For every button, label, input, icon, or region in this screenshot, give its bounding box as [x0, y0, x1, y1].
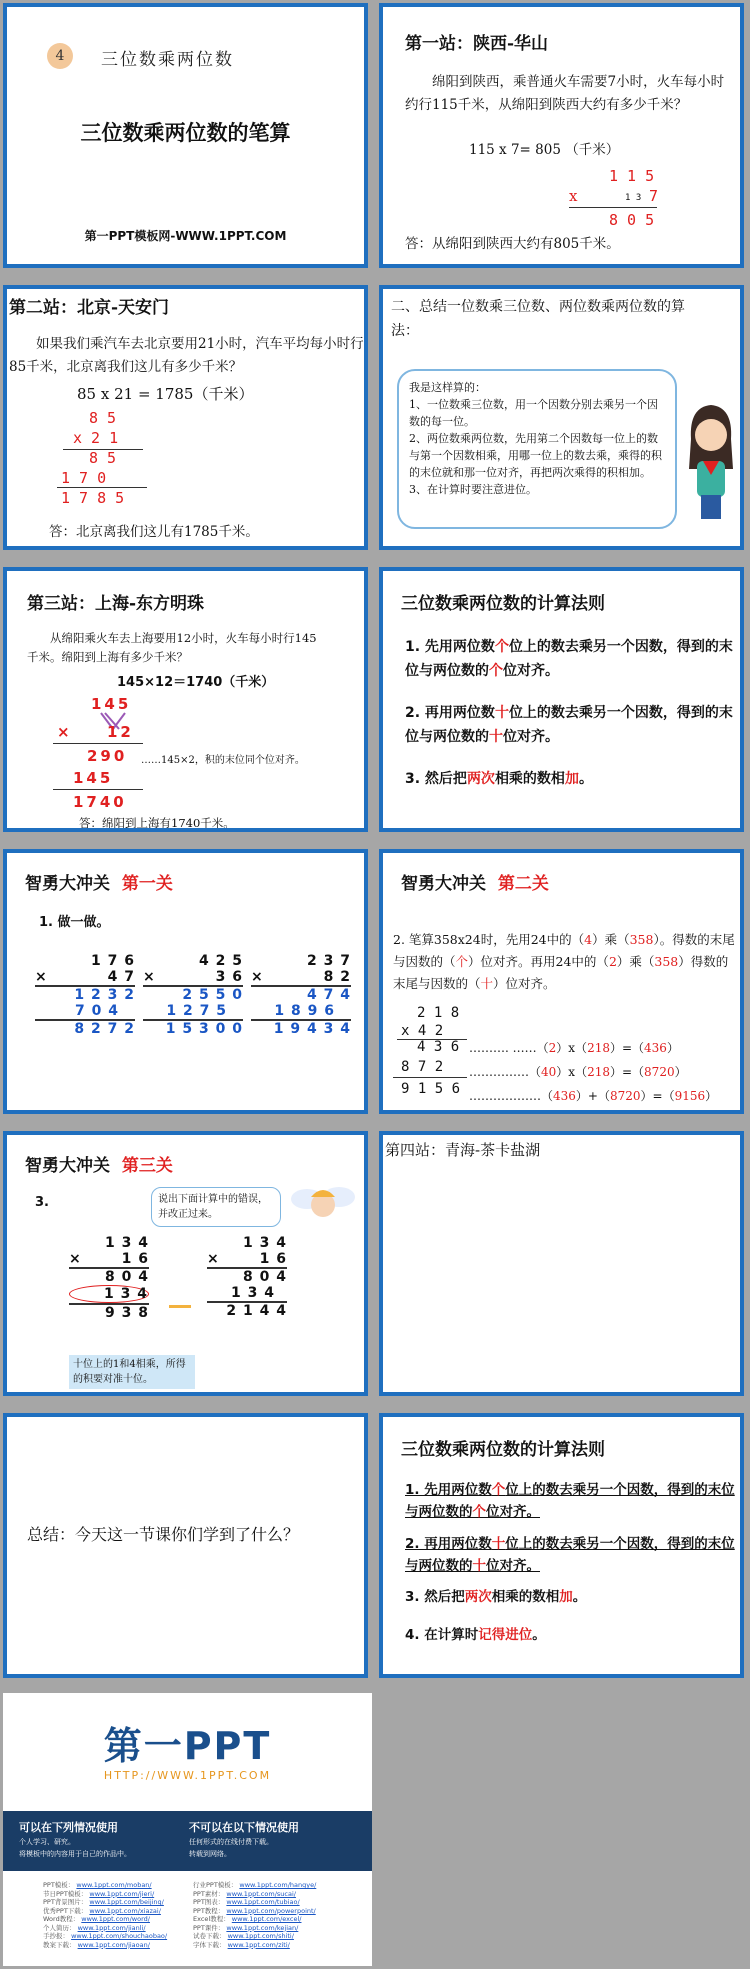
multiplier: 8 2	[323, 969, 351, 985]
calc-row: 1740	[73, 793, 127, 811]
rule-highlight: 两次	[464, 1589, 492, 1605]
q-answer: 十	[480, 976, 494, 991]
link-row	[193, 1924, 316, 1933]
calc-row: 12	[107, 723, 134, 741]
brand-url: HTTP://WWW.1PPT.COM	[103, 1769, 272, 1782]
explain-text: ）=（	[609, 1041, 645, 1055]
calc-row: 2 3 7	[307, 953, 351, 969]
times-sign: ×	[35, 969, 48, 985]
q-text: ）位对齐。	[493, 976, 556, 991]
calc-row: 1 2 3 2	[74, 987, 135, 1003]
explain-answer: 8720	[609, 1089, 641, 1103]
error-note: 十位上的1和4相乘，所得的积要对准十位。	[69, 1355, 195, 1389]
rule-highlight: 十	[489, 729, 503, 745]
link-row	[193, 1907, 316, 1916]
rule-highlight: 个	[491, 1482, 506, 1498]
calc-row: 8 0 5	[609, 211, 655, 229]
rule-text: 3. 然后把	[405, 1589, 465, 1605]
link-url[interactable]: www.1ppt.com/kejian/	[226, 1923, 299, 1932]
rule-highlight: 加	[564, 771, 579, 787]
error-row: 1 3 4	[69, 1285, 149, 1303]
calc-row: x	[569, 187, 578, 205]
calc-row: 1 2 7 5	[166, 1003, 227, 1019]
rule-text: 位对齐。	[486, 1504, 540, 1520]
bubble-line: 我是这样算的：	[409, 381, 486, 394]
link-row	[43, 1932, 167, 1941]
link-label: PPT图表：	[193, 1898, 225, 1906]
link-label: Excel教程：	[193, 1915, 230, 1923]
explain-answer: 2	[548, 1041, 557, 1055]
calc-row: ×	[57, 723, 70, 741]
calc-row: 1 1 5	[609, 167, 655, 185]
rule-4	[405, 1623, 735, 1647]
explain-answer: 436	[553, 1089, 576, 1103]
calc-row: 8 2 7 2	[74, 1021, 135, 1037]
calc-row: 8 0 4	[105, 1269, 149, 1285]
q-text: 2. 笔算358x24时，先用24中的（	[393, 932, 585, 947]
rule-highlight: 个	[472, 1504, 486, 1520]
link-label: Word教程：	[43, 1915, 80, 1923]
angel-illustration	[287, 1179, 357, 1229]
slide-station1	[379, 3, 744, 268]
link-label: 试卷下载：	[193, 1932, 226, 1940]
link-url[interactable]: www.1ppt.com/shouchaobao/	[71, 1932, 168, 1940]
calc-row: 1 9 4 3 4	[273, 1021, 351, 1037]
link-url[interactable]: www.1ppt.com/shiti/	[227, 1932, 294, 1940]
problem-3	[251, 953, 351, 1037]
q-text: ）位对齐。再用24中的（	[468, 954, 609, 969]
rule-text: 2. 再用两位数	[405, 1536, 492, 1552]
link-list-left	[43, 1881, 167, 1949]
problem-text: 如果我们乘汽车去北京要用21小时，汽车平均每小时行85千米，北京离我们这儿有多少千米？	[9, 336, 364, 375]
rule-text: 位上的数去乘另一个因数，得到的末位与两位数的	[405, 639, 733, 679]
slide-summary-method	[379, 285, 744, 550]
explain-text: ）+（	[575, 1089, 610, 1103]
calc-row: 145	[91, 695, 132, 713]
rule-text: 相乘的数相	[491, 1589, 560, 1605]
link-url[interactable]: www.1ppt.com/sucai/	[226, 1889, 296, 1898]
calc-row: 4 3 6	[417, 1039, 460, 1055]
link-url[interactable]: www.1ppt.com/jianli/	[77, 1923, 146, 1932]
calc-row: 1 3 4	[243, 1235, 287, 1251]
link-label: PPT课件：	[193, 1923, 225, 1932]
explain-row	[469, 1063, 687, 1080]
link-url[interactable]: www.1ppt.com/powerpoint/	[226, 1906, 316, 1915]
answer-text: 答：北京离我们这儿有1785千米。	[49, 524, 259, 540]
rule-text: 。	[572, 1589, 587, 1605]
calc-row: 1 7 6	[91, 953, 135, 969]
q-text: ）得数的末尾与因数的（	[393, 954, 729, 991]
link-row	[43, 1890, 167, 1899]
unit-title: 三位数乘两位数	[101, 50, 234, 70]
calc-line	[393, 1077, 467, 1078]
calc-row: x 4 2	[401, 1023, 444, 1039]
slide-heading: 第二站：北京-天安门	[9, 298, 170, 318]
slide-heading	[25, 869, 173, 894]
calc-row: 8 5	[89, 409, 117, 427]
link-label: 手抄报：	[43, 1932, 69, 1940]
slide-heading: 第一站：陕西-华山	[405, 34, 549, 54]
heading-level: 第三关	[121, 1156, 173, 1176]
explain-text: ………. ……（	[469, 1041, 549, 1055]
calc-row	[35, 969, 135, 985]
rule-2	[405, 701, 735, 749]
heading-text: 智勇大冲关	[401, 874, 486, 894]
link-label: PPT教程：	[193, 1906, 225, 1915]
calc-row: 290	[87, 747, 128, 765]
cannot-use-title: 不可以在以下情况使用	[189, 1821, 299, 1834]
calc-row: 8 5	[89, 449, 117, 467]
unit-badge: 4	[47, 43, 73, 69]
slide-station4	[379, 1131, 744, 1396]
rule-text: 。	[532, 1627, 546, 1643]
calc-row: 4 7 4	[307, 987, 351, 1003]
slide-heading: 三位数乘两位数的计算法则	[401, 594, 605, 614]
rule-text: 位上的数去乘另一个因数，得到的末位与两位数的	[405, 705, 733, 745]
link-label: PPT背景图片：	[43, 1898, 88, 1906]
slide-heading: 第三站：上海-东方明珠	[27, 594, 205, 614]
slide-footer: 第一PPT模板网-WWW.1PPT.COM	[84, 229, 287, 243]
rule-highlight: 十	[491, 1536, 506, 1552]
slide-heading: 二、总结一位数乘三位数、两位数乘两位数的算法：	[391, 299, 685, 339]
calc-row	[251, 969, 351, 985]
slide-station3	[3, 567, 368, 832]
rule-3	[405, 767, 735, 791]
link-row	[43, 1881, 167, 1890]
multiplier: 3 6	[215, 969, 243, 985]
explain-answer: 436	[644, 1041, 667, 1055]
calc-line	[57, 487, 147, 488]
cannot-use-item: 任何形式的在线付费下载。	[189, 1838, 273, 1846]
calc-row	[143, 969, 243, 985]
link-url[interactable]: www.1ppt.com/ziti/	[227, 1940, 290, 1949]
link-url[interactable]: www.1ppt.com/moban/	[76, 1881, 152, 1889]
slide-brand	[3, 1693, 372, 1966]
rule-text: 2. 再用两位数	[405, 705, 495, 721]
link-url[interactable]: www.1ppt.com/word/	[81, 1915, 150, 1923]
explain-text: ）	[666, 1041, 679, 1055]
explain-text: ）	[705, 1089, 718, 1103]
calc-row: 1 5 3 0 0	[165, 1021, 243, 1037]
times-sign: ×	[251, 969, 264, 985]
calc-row: 145	[73, 769, 114, 787]
link-label: PPT模板：	[43, 1881, 75, 1889]
link-url[interactable]: www.1ppt.com/xiazai/	[89, 1906, 161, 1915]
link-label: 优秀PPT下载：	[43, 1906, 88, 1915]
slide-rules	[379, 567, 744, 832]
calc-row: 7	[649, 187, 659, 205]
review-question: 总结：今天这一节课你们学到了什么？	[27, 1525, 300, 1544]
calc-row: 1 8 9 6	[274, 1003, 335, 1019]
link-row	[43, 1898, 167, 1907]
link-label: 节日PPT模板：	[43, 1889, 88, 1898]
task-label: 1. 做一做。	[39, 915, 110, 930]
wrong-calc	[69, 1235, 149, 1321]
slide-heading	[25, 1151, 173, 1176]
answer-text: 答：从绵阳到陕西大约有805千米。	[405, 236, 620, 252]
rule-1	[405, 635, 735, 683]
rule-text: 相乘的数相	[494, 771, 565, 787]
usage-panel	[3, 1811, 372, 1871]
heading-level: 第一关	[121, 874, 173, 894]
rule-text: 位上的数去乘另一个因数，得到的末位与两位数的	[405, 1536, 735, 1574]
link-label: PPT素材：	[193, 1889, 225, 1898]
calc-row	[69, 1251, 149, 1267]
multiplier: 1 6	[259, 1251, 287, 1267]
can-use-item: 将模板中的内容用于自己的作品中。	[19, 1850, 131, 1858]
link-label: 个人简历：	[43, 1923, 76, 1932]
q-text: ）。得数的末尾与因数的（	[393, 932, 735, 969]
rule-highlight: 个	[489, 663, 503, 679]
slide-heading: 第四站：青海-茶卡盐湖	[385, 1141, 541, 1159]
calc-row: 9 1 5 6	[401, 1081, 461, 1097]
calc-row: 2 1 4 4	[226, 1303, 287, 1319]
calc-line	[53, 743, 143, 744]
link-row	[193, 1898, 316, 1907]
link-label: 教案下载：	[43, 1940, 76, 1949]
slide-review	[3, 1413, 368, 1678]
calc-row: 8 0 4	[243, 1269, 287, 1285]
rule-text: 。	[578, 771, 593, 787]
rule-text: 1. 先用两位数	[405, 639, 495, 655]
answer-text: 答：绵阳到上海有1740千米。	[79, 816, 235, 830]
calc-row: 1 7 0	[61, 469, 107, 487]
explain-answer: 8720	[644, 1065, 675, 1079]
link-url[interactable]: www.1ppt.com/jieri/	[89, 1889, 155, 1898]
calc-row: 9 3 8	[105, 1305, 149, 1321]
change-arrow	[169, 1305, 191, 1308]
explain-text: ）=（	[640, 1089, 675, 1103]
calc-row: 7 0 4	[75, 1003, 119, 1019]
explain-text: ）x（	[556, 1041, 588, 1055]
slide-level3	[3, 1131, 368, 1396]
calc-row: 1 7 8 5	[61, 489, 125, 507]
slide-level2	[379, 849, 744, 1114]
rule-1	[405, 1479, 735, 1523]
problem-number: 3.	[35, 1195, 49, 1210]
speech-bubble	[397, 369, 677, 529]
can-use-title: 可以在下列情况使用	[19, 1821, 118, 1834]
explain-text: ）x（	[556, 1065, 588, 1079]
link-row	[193, 1941, 316, 1950]
explain-answer: 40	[541, 1065, 557, 1079]
calc-row: 1 3 4	[231, 1285, 275, 1301]
rule-text: 3. 然后把	[405, 771, 467, 787]
explain-text: ）=（	[609, 1065, 645, 1079]
carry-digits: 1 3	[625, 193, 642, 203]
slide-title	[3, 3, 368, 268]
bubble-line: 1、一位数乘三位数，用一个因数分别去乘另一个因数的每一位。	[409, 398, 658, 428]
calc-note: ……145×2，积的末位同个位对齐。	[141, 755, 305, 766]
link-label: 行业PPT模板：	[193, 1881, 238, 1889]
hint-bubble: 说出下面计算中的错误，并改正过来。	[151, 1187, 281, 1227]
rule-text: 1. 先用两位数	[405, 1482, 492, 1498]
link-url[interactable]: www.1ppt.com/tubiao/	[226, 1898, 300, 1906]
times-sign: ×	[207, 1251, 220, 1267]
q-answer: 2	[608, 954, 617, 969]
link-url[interactable]: www.1ppt.com/jiaoan/	[77, 1940, 150, 1949]
q-answer: 4	[584, 932, 593, 947]
calc-row: 2 5 5 0	[182, 987, 243, 1003]
rule-text: 位上的数去乘另一个因数，得到的末位与两位数的	[405, 1482, 735, 1520]
link-label: 字体下载：	[193, 1940, 226, 1949]
link-row	[43, 1924, 167, 1933]
correct-calc	[207, 1235, 287, 1319]
link-row	[43, 1941, 167, 1950]
rule-highlight: 记得进位	[478, 1627, 533, 1643]
link-row	[193, 1915, 316, 1924]
multiplier: 4 7	[107, 969, 135, 985]
rule-highlight: 个	[494, 639, 509, 655]
explain-answer: 9156	[674, 1089, 706, 1103]
rule-highlight: 十	[472, 1558, 486, 1574]
times-sign: ×	[143, 969, 156, 985]
equation: 145×12＝1740（千米）	[117, 675, 275, 690]
explain-answer: 218	[587, 1065, 610, 1079]
calc-row: 4 2 5	[199, 953, 243, 969]
rule-text: 4. 在计算时	[405, 1627, 479, 1643]
rule-2	[405, 1533, 735, 1577]
heading-text: 智勇大冲关	[25, 874, 110, 894]
explain-row	[469, 1039, 679, 1056]
q-answer: 358	[654, 954, 679, 969]
equation: 115 x 7= 805 （千米）	[469, 142, 620, 158]
calc-row: 8 7 2	[401, 1059, 444, 1075]
problem-text: 从绵阳乘火车去上海要用12小时，火车每小时行145千米。绵阳到上海有多少千米？	[27, 631, 317, 664]
calc-row: 1 3 4	[105, 1235, 149, 1251]
rule-text: 位对齐。	[503, 729, 559, 745]
slide-heading	[401, 869, 549, 894]
calc-row: 2 1 8	[417, 1005, 460, 1021]
heading-text: 智勇大冲关	[25, 1156, 110, 1176]
q-answer: 个	[455, 954, 469, 969]
link-url[interactable]: www.1ppt.com/hangye/	[239, 1881, 317, 1889]
rule-3	[405, 1585, 735, 1609]
q-text: ）乘（	[592, 932, 630, 947]
rule-highlight: 十	[494, 705, 509, 721]
girl-illustration	[683, 399, 739, 529]
explain-text: ）	[674, 1065, 687, 1079]
problem-text: 绵阳到陕西，乘普通火车需要7小时，火车每小时约行115千米，从绵阳到陕西大约有多少千米？	[405, 74, 725, 113]
question-text	[393, 929, 738, 995]
explain-text: ……………（	[469, 1065, 542, 1079]
explain-row	[469, 1087, 717, 1104]
bubble-line: 2、两位数乘两位数，先用第二个因数每一位上的数与第一个因数相乘，用哪一位上的数去乘，乘得的积的末位就和那一位对齐，再把两次乘得的积相加。	[409, 432, 662, 479]
link-row	[193, 1881, 316, 1890]
rule-highlight: 两次	[466, 771, 495, 787]
rule-text: 位对齐。	[486, 1558, 540, 1574]
slide-heading: 三位数乘两位数的计算法则	[401, 1440, 605, 1460]
brand-logo: 第一PPT	[103, 1724, 272, 1768]
equation: 85 x 21 = 1785（千米）	[77, 385, 254, 403]
explain-answer: 218	[587, 1041, 610, 1055]
lesson-title: 三位数乘两位数的笔算	[80, 121, 291, 145]
heading-level: 第二关	[497, 874, 549, 894]
calc-row: x 2 1	[73, 429, 119, 447]
bubble-line: 3、在计算时要注意进位。	[409, 483, 537, 496]
slide-level1	[3, 849, 368, 1114]
q-answer: 358	[629, 932, 654, 947]
times-sign: ×	[69, 1251, 82, 1267]
link-row	[43, 1907, 167, 1916]
slide-rules-full	[379, 1413, 744, 1678]
cannot-use-item: 转载到网络。	[189, 1850, 231, 1858]
link-list-right	[193, 1881, 316, 1949]
calc-line	[53, 789, 143, 790]
link-url[interactable]: www.1ppt.com/excel/	[231, 1915, 302, 1923]
link-row	[193, 1890, 316, 1899]
problem-2	[143, 953, 243, 1037]
calc-line	[569, 207, 657, 208]
can-use-item: 个人学习、研究。	[19, 1838, 75, 1846]
link-row	[43, 1915, 167, 1924]
slide-station2	[3, 285, 368, 550]
multiplier: 1 6	[121, 1251, 149, 1267]
explain-text: ………………（	[469, 1089, 554, 1103]
link-url[interactable]: www.1ppt.com/beijing/	[89, 1898, 164, 1906]
q-text: ）乘（	[616, 954, 655, 969]
problem-1	[35, 953, 135, 1037]
rule-highlight: 加	[559, 1589, 573, 1605]
link-row	[193, 1932, 316, 1941]
calc-row	[207, 1251, 287, 1267]
rule-text: 位对齐。	[503, 663, 559, 679]
